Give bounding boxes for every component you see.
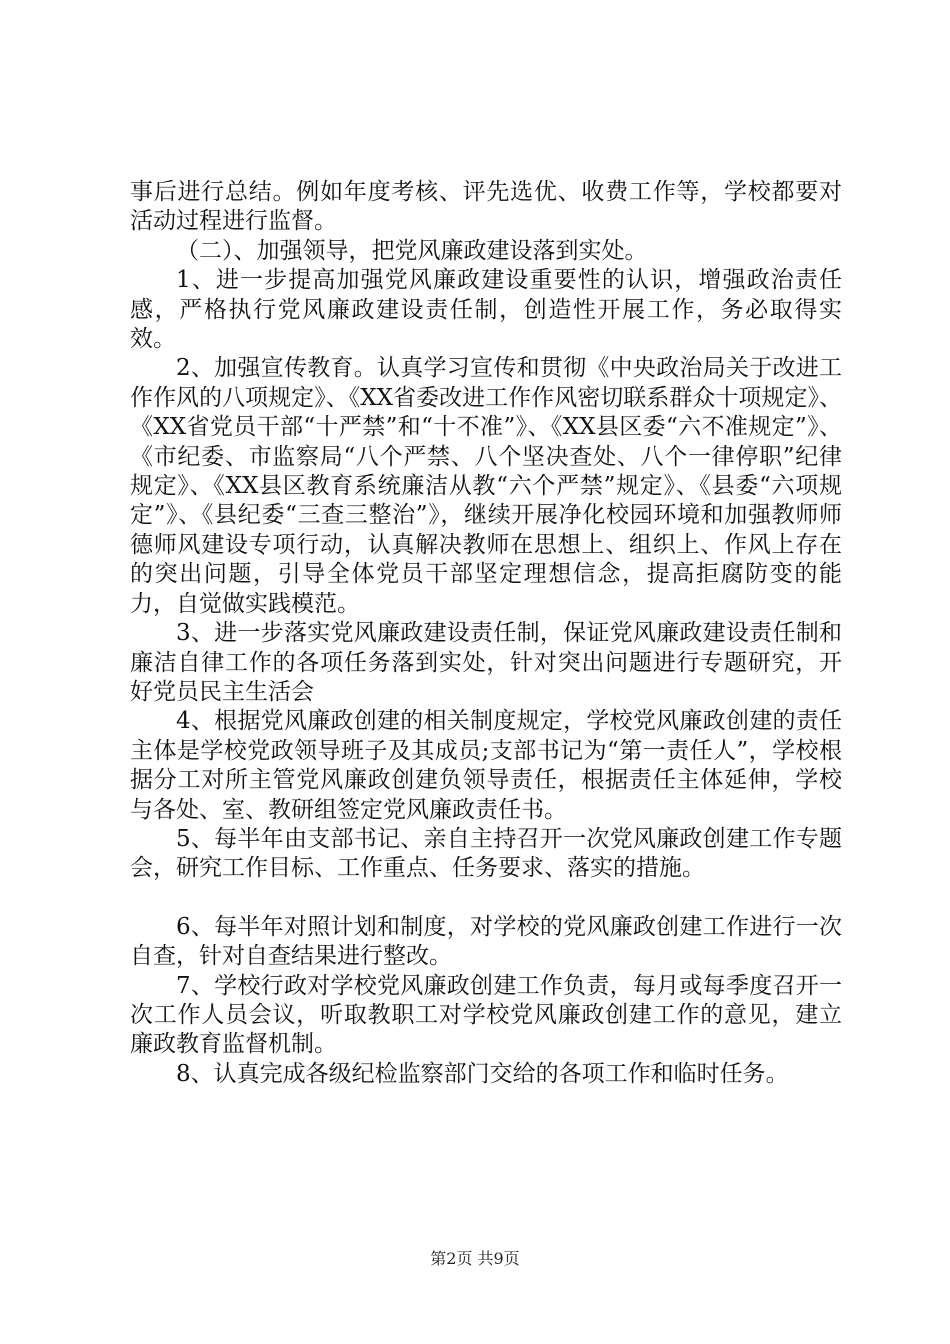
- section-heading: （二）、加强领导，把党风廉政建设落到实处。: [176, 237, 648, 264]
- paragraph-item-5: 5、每半年由支部书记、亲自主持召开一次党风廉政创建工作专题会，研究工作目标、工作重点、任务要求、落实的措施。: [130, 825, 842, 882]
- paragraph-intro: 事后进行总结。例如年度考核、评先选优、收费工作等，学校都要对活动过程进行监督。: [130, 179, 842, 235]
- document-body: [130, 178, 842, 1089]
- paragraph-item-7: 7、学校行政对学校党风廉政创建工作负责，每月或每季度召开一次工作人员会议，听取教职工对学校党风廉政创建工作的意见，建立廉政教育监督机制。: [130, 972, 842, 1058]
- paragraph-item-3: 3、进一步落实党风廉政建设责任制，保证党风廉政建设责任制和廉洁自律工作的各项任务落到实处，针对突出问题进行专题研究，开好党员民主生活会: [130, 620, 842, 705]
- paragraph-item-1: 1、进一步提高加强党风廉政建设重要性的认识，增强政治责任感，严格执行党风廉政建设责任制，创造性开展工作，务必取得实效。: [130, 267, 842, 353]
- paragraph-item-4: 4、根据党风廉政创建的相关制度规定，学校党风廉政创建的责任主体是学校党政领导班子及其成员;支部书记为“第一责任人”，学校根据分工对所主管党风廉政创建负领导责任，根据责任主体延伸，学校与各处、室、教研组签定党风廉政责任书。: [130, 708, 842, 823]
- paragraph-item-2: 2、加强宣传教育。认真学习宣传和贯彻《中央政治局关于改进工作作风的八项规定》、《XX省委改进工作作风密切联系群众十项规定》、《XX省党员干部“十严禁”和“十不准”》、《XX县区委“六不准规定”》、《市纪委、市监察局“八个严禁、八个坚决查处、八个一律停职”纪律规定》、《XX县区教育系统廉洁从教“六个严禁”规定》、《县委“六项规定”》、《县纪委“三查三整治”》，继续开展净化校园环境和加强教师师德师风建设专项行动，认真解决教师在思想上、组织上、作风上存在的突出问题，引导全体党员干部坚定理想信念，提高拒腐防变的能力，自觉做实践模范。: [130, 355, 842, 617]
- paragraph-item-6: 6、每半年对照计划和制度，对学校的党风廉政创建工作进行一次自查，针对自查结果进行整改。: [130, 913, 842, 970]
- page-number-footer: 第2页 共9页: [430, 1249, 520, 1268]
- paragraph-item-8: 8、认真完成各级纪检监察部门交给的各项工作和临时任务。: [176, 1060, 789, 1087]
